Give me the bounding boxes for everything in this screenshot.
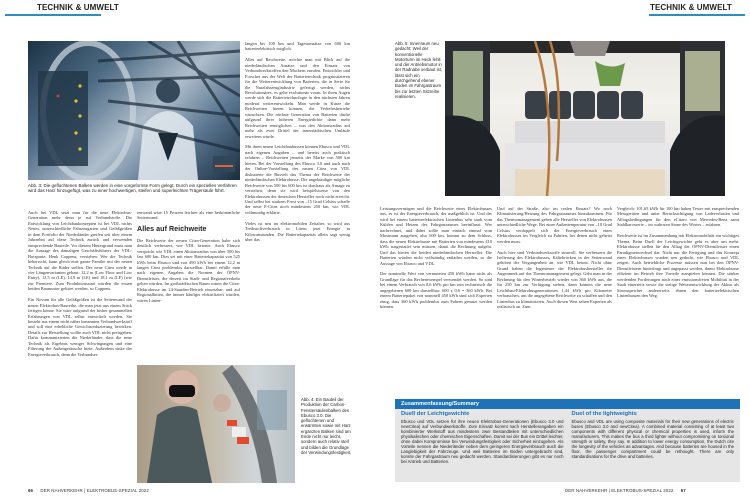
paragraph: Leistungsvermögen und die Reichweite eines Elektrobusses aus, es ist der Energieverbrauch, der maßgeblich ist. Und der wird bei einem batterieelektrischen Linienbus sehr stark vom Kühlen und Heizen des Fahrgastraumes beeinflusst. Wer nachrechnet, und dabei sollte man einfach einmal vom Maximum ausgehen, also 600 km, kommt zu dem Schluss, dass die neuen Elektrobusse mit Batterien von mindestens 410 kWh ausgestattet sein müssen, damit die Rechnung aufgeht. Und das bieten die beiden niederländischen Hersteller. Die Batterien würden nicht vollständig entladen werden, so die Aussage von Ebusco und VDL. xyxy=(380,206,492,266)
left-column-1 xyxy=(28,210,132,482)
braiding-machine-image xyxy=(28,41,240,180)
page-number: 66 xyxy=(28,488,34,493)
figure-3-caption: Abb. 3: Die geflochtenen Balken werden in eine vorgeformte Form gelegt. Durch ein spezielles Verfahren wird das Harz hinzugefügt, was zu einer hochwertigen, steifen und superleichten Trägersäule führt. xyxy=(28,183,237,194)
folio-left xyxy=(28,488,149,493)
section-rule-right xyxy=(649,14,745,16)
paragraph: Und auf der Straße, also im realen Einsatz? Wo noch Klimatisierung/Heizung des Fahrgastraumes hinzukommen. Für das Thermomanagement geben alle Hersteller von Elektrobussen unterschiedliche Wege. Bei einer Außentemperatur von –10 Grad Celsius verdoppelt sich der Energieverbrauch eines Elektrobusses im Vergleich zu Fahrten, bei denen nicht geheizt werden muss. xyxy=(497,206,612,244)
left-column-3 xyxy=(245,41,350,341)
folio-right xyxy=(565,488,686,493)
right-column-2 xyxy=(497,206,612,396)
worker-carbon-beam-image xyxy=(137,365,295,483)
paragraph: Die Reichweite der neuen Citea-Generation habe sich deutlich verbessert, wie VDL betonte. Auch Ebusco verspricht wie VDL einen Aktionsradius von über 500 bis fast 600 km. Dies sei mit einer Batteriekapazität von 525 kWh beim Ebusco und von 490 kWh bei einem 12,2 m langen Citea problemlos darstellbar. Damit erfülle man nach eigenen Angaben die Normen der ÖPNV-Dienstleister, die derzeit im Stadt- und Regionalverkehr gelten würden. Im großstädtischen Raum wären die Citea-Elektrobusse im 24-Stunden-Betrieb einsetzbar, und auf Regionallinien, die immer häufiger elektrifiziert würden, wären Linien- xyxy=(137,237,240,303)
paragraph: Reichweite ist im Zusammenhang mit Elektromobilität ein wichtiges Thema. Beim Duell der Leichtgewichte geht es aber um mehr. Elektrobusse stellen für den Alltag der ÖPNV-Dienstleister einen Paradigmenwechsel dar. Nicht nur die Fertigung und das Konzept eines Elektrobusses wurden neu gedacht, wie Ebusco und VDL zeigen. Auch betriebliche Prozesse müssen nun bei den ÖPNV-Dienstleistern hinterfragt und angepasst werden, damit Elektrobusse effizient im Betrieb ihre Vorteile ausspielen können. Die stärker werdenden Forderungen nach einer emissionsfreien Mobilität in der Stadt einerseits sowie die stetige Weiterentwicklung der Akkus als Stromspeicher andererseits ebnen den batterieelektrischen Linienbussen den Weg. xyxy=(617,233,739,299)
paragraph: Vieles ist neu im elektromobilen Zeitalter, so wird aus Treibstoffverbrauch in Litern jetzt Energie in Kilowattstunden. Die Batteriekapazität allein sagt wenig über das xyxy=(245,220,350,243)
section-header-left: TECHNIK & UMWELT xyxy=(37,3,119,12)
bus-interior-image xyxy=(445,41,725,196)
right-column-3 xyxy=(617,206,739,396)
figure-4-caption: Abb. 4: Ein Bauteil der Produktion der Carbon-Fenstersäulenbalken des Ebusco 3.0. Die geflochtenen und erwärmten sowie mit Harz ergänzten Balken sind am Ende nicht nur leicht, sondern auch relativ steif und bilden die Grundlage der Verwindungsfestigkeit. xyxy=(301,397,352,455)
section-rule-left xyxy=(5,14,101,16)
figure-4-photo xyxy=(137,365,295,483)
right-page xyxy=(375,0,750,500)
summary-german-heading: Duell der Leichtgewichte xyxy=(401,411,470,417)
figure-3-photo xyxy=(28,41,240,180)
summary-english-heading: Duel of the lightweights xyxy=(571,411,637,417)
publication-name: DER NAHVERKEHR | ELEKTROBUS-SPEZIAL 2022 xyxy=(565,488,674,493)
publication-name: DER NAHVERKEHR | ELEKTROBUS-SPEZIAL 2022 xyxy=(40,488,149,493)
paragraph: Vergleich: 101,65 kWh für 100 km haben Tester mit entsprechenden Messgeräten und unter Berücksichtigung von Ladeverlusten und Alltagsbedingungen für den eCitaro von Mercedes-Benz samt Stahlkarosserie – im wahrsten Sinne des Wortes – erfahren. xyxy=(617,206,739,228)
right-column-1 xyxy=(380,206,492,396)
summary-english-text: Ebusco and VDL are using composite materials for their new generations of electric buses (Ebusco 3.0 and newCitea). A combined material consisting of at least two components with different physical or chemical properties is used, inform the manufacturers. This makes the bus a third lighter without compromising on torsional strength or safety, they say. In addition to lower energy consumption, the Dutch cite the longevity of the vehicles as advantages. And because batteries are housed in the floor, the passenger compartment could be rethought. There are only standardisations for the drive and batteries. xyxy=(571,418,734,459)
section-header-right: TECHNIK & UMWELT xyxy=(650,3,732,12)
paragraph: Ein Novum für alle Gefäßgrößen ist die Seitenwand der neuen Elektrobus-Baureihe, die man jetzt aus einem Stück fertigen könne. Sie wäre aufgrund der bisher gesammelten Erfahrungen von VDL selbst entwickelt worden. Sie besteht aus einem nicht näher benannten Verbundwerkstoff und soll eine erhebliche Gewichtsreduzierung bewirken. Details zur Herstellung wollte auch VDL nicht preisgeben. Dafür kommunizierten die Niederländer, dass die neue Technik als Ergebnis weniger Schwingungen und eine Filterung der Außengeräusche biete. Außerdem sinke der Energieverbrauch, denn die Verbundsei- xyxy=(28,297,132,357)
figure-5-photo xyxy=(445,41,725,196)
summary-german-text: Ebusco und VDL setzen für ihre neuen Elektrobus-Generationen (Ebusco 3.0 und newCitea) auf Verbundwerkstoffe. Zum Einsatz kommt nach Herstellerangaben ein kombinierter Werkstoff aus mindestens zwei Bestandteilen mit unterschiedlichen physikalischen oder chemischen Eigenschaften. Damit sei der Bus ein Drittel leichter, ohne dabei Kompromisse bei Verwindungsfestigkeit oder Sicherheit einzugehen. Als Vorteile nennen die Niederländer neben dem geringeren Energieverbrauch auch die Langlebigkeit der Fahrzeuge. Und weil Batterien im Boden untergebracht sind, konnte der Fahrgastraum neu gedacht werden. Standardisierungen gibt es nur noch bei Antrieb und Batterien. xyxy=(401,418,564,464)
paragraph: Mit ihren neuen Leichtbaubussen können Ebusco und VDL nach eigenen Angaben – und bereits auch praktisch erfahren – Reichweiten jenseits der Marke von 500 km bieten. Bei der Vorstellung des Ebusco 3.0 und auch nach der Online-Vorstellung des neuen Citea von VDL diskutierte die Busvelt das Thema der Reichweite der niederländischen Elektrobusse. Die angekündigte mögliche Reichweite von 500 bis 600 km ist durchaus als Ansage zu verstehen, denn sie wird beispielsweise von den Elektrobussen der deutschen Hersteller noch nicht erreicht. Und selbst bei starkem Frost von –15 Grad Celsius schaffe der neue E-Citea noch mindestens 250 km, wie VDL vollmundig erklärte. xyxy=(245,144,350,215)
paragraph: Auch bei VDL setzt man für die neue Elektrobus-Generation mehr denn je auf Verbundstoffe. Die Entwicklung von Leichtbaukonzepten ist bei VDL nichts Neues, unterschiedliche Fahrzeugarten und Gefäßgrößen in dem Portfolio der Niederländer greifen seit über einem Jahrzehnt auf diese Technik zurück und verwenden entsprechende Bauteile. Vor diesem Hintergrund muss man die Aussage des damaligen Geschäftsführers der VDL-Bussparte, Henk Coppens, verstehen: Wer die Technik beherrscht, kann gleich eine ganze Familie mit der neuen Technik auf die Räder stellen. Der neue Citea werde in vier Längenvarianten gebaut: 12,2 m (Low Floor und Low Entry), 13,5 m (LE), 14,9 m (LE) und 18,1 m (LF) (wie zur Premiere. Zum Produktionsstart würden die ersten beiden Baumuster gelistet werden, so Coppens. xyxy=(28,210,132,292)
subheading: Alles auf Reichweite xyxy=(137,224,207,234)
paragraph: längen bis 100 km und Tagesumsätze von 600 km batterieelektrisch möglich. xyxy=(245,41,350,52)
figure-5-caption: Abb. 5: Innenraum neu gedacht: Weil der konventionelle Motorturm im Heck fehlt und der Antriebsmotor in der Radnabe verbaut ist, lässt sich ein durchgehend ebener Boden im Fahrgastraum bis zur letzten Sitzreihe realisieren. xyxy=(395,41,443,99)
left-column-2 xyxy=(137,210,240,360)
summary-title: Zusammenfassung/Summary xyxy=(395,399,740,409)
summary-box xyxy=(395,399,740,482)
paragraph: tenwand wäre 15 Prozent leichter als eine herkömmliche Seitenwand. xyxy=(137,210,240,221)
summary-german xyxy=(401,411,564,464)
page-number: 67 xyxy=(680,488,686,493)
paragraph: Alles auf Reichweite, möchte man mit Blick auf die niederländischen Ansätze und den Einsatz von Verbundwerkstoffen den Machern zurufen. Entwickler und Forscher aus der Welt der Batterietechnik prognostizieren für die Weiterentwicklung von Batterien, die in Serie für die Nutzfahrzeugindustrie gefertigt werden, nichts Revolutionäres, es gehe evolutionär voran. In ihren Augen werde sich die Batterietechnologie in den nächsten Jahren moderat weiterentwickeln. Man werde in Kürze die Reichweiten bieten können, die Verkehrsbetriebe wünschten. Die nächste Generation von Batterien dürfte aufgrund ihrer höheren Energiedichte dann mehr Reichweiten ermöglichen – was den Aktionsradius auf mehr als zwei Drittel der innerstädtischen Umläufe erweitern würde. xyxy=(245,57,350,139)
paragraph: Der nominelle Wert von vermuteten 450 kWh kann nicht als Grundlage für das Rechenexempel verwendet werden. So sind bei einem Verbrauch von 0,6 kWh pro km rein rechnerisch die angegebenen 600 km darstellbar: 600 x 0,6 = 360 kWh. Bei einem Batteriepaket von nominell 450 kWh sind sich Experten einig, dass 360 kWh problemlos zum Fahren genutzt werden können. xyxy=(380,271,492,310)
summary-english xyxy=(572,411,735,464)
paragraph: Auch hier sind Verbundwerkstoffe sinnvoll. Sie verbessern die Isolierung des Elektrobusses, Kältebrücken in der Seitenwand gehören der Vergangenheit an, wie VDL betont. Nicht ohne Grund haben die Ingenieure der Elektrobushersteller ihr Augenmerk auf das Thermomanagement gelegt. Geht man in der Rechnung für den Winterbetrieb wieder von 360 kWh aus, die für 250 km zur Verfügung stehen, dann können die neue Leichtbau-Elektrobusgenerationen 1,44 kWh pro Kilometer verbrauchen, um die angegebene Reichweite zu schaffen und den Linienbus zu klimatisieren. Auch diesen Wert sehen Experten als realistisch an. Zum xyxy=(497,249,612,310)
